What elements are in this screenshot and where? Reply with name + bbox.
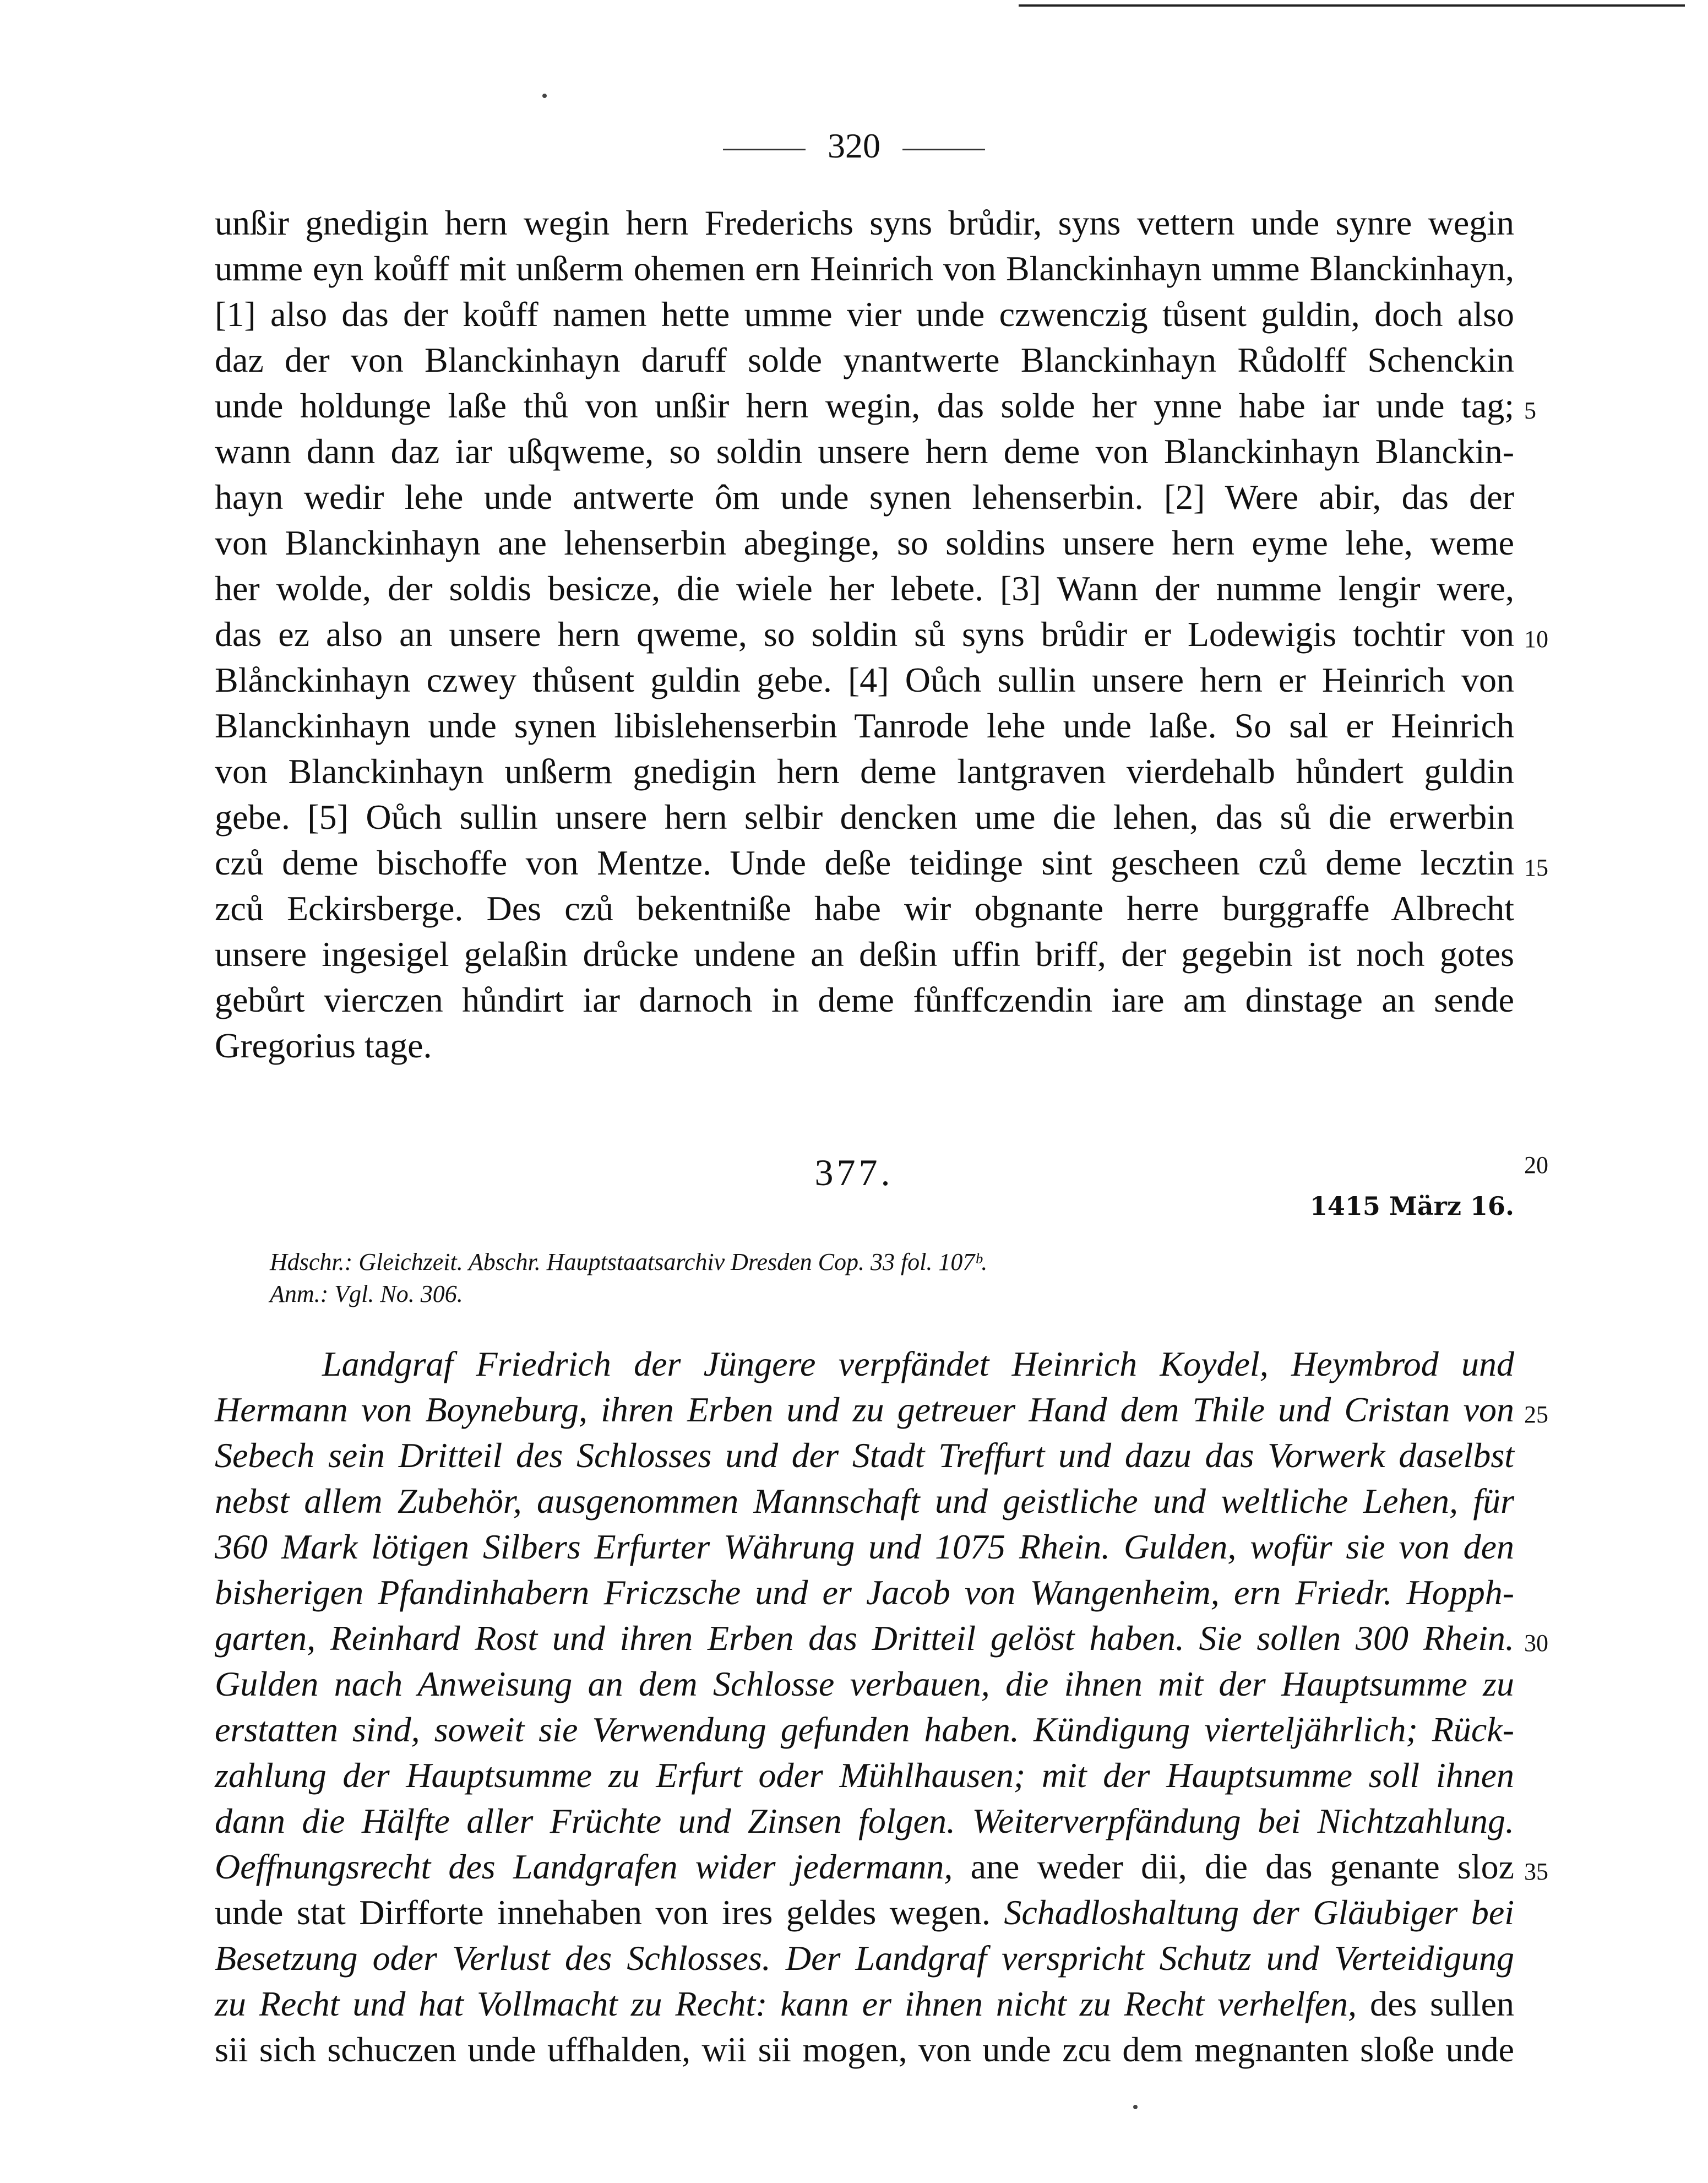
regest-line: nebst allem Zubehör, ausgenommen Mannschaft und geistliche und weltliche Lehen, für: [215, 1481, 1514, 1521]
roman-segment: des sullen: [1357, 1984, 1515, 2023]
text-line: hayn wedir lehe unde antwerte ôm unde synen lehenserbin. [2] Were abir, das der: [215, 477, 1514, 517]
print-speck: [1133, 2105, 1138, 2109]
line-number: 25: [1524, 1401, 1548, 1428]
text-line: Blånckinhayn czwey thůsent guldin gebe. [4] Oůch sullin unsere hern er Heinrich von: [215, 660, 1514, 699]
page-number: 320: [828, 126, 880, 165]
line-number: 35: [1524, 1858, 1548, 1885]
text-line: unsere ingesigel gelaßin drůcke undene an deßin uffin briff, der gegebin ist noch gotes: [215, 935, 1514, 974]
text-line: von Blanckinhayn unßerm gnedigin hern deme lantgraven vierdehalb hůndert guldin: [215, 752, 1514, 791]
text-line: gebůrt vierczen hůndirt iar darnoch in deme fůnffczendin iare am dinstage an sende: [215, 980, 1514, 1019]
regest-line: zahlung der Hauptsumme zu Erfurt oder Mühlhausen; mit der Hauptsumme soll ihnen: [215, 1756, 1514, 1795]
regest-line: Landgraf Friedrich der Jüngere verpfändet Heinrich Koydel, Heymbrod und: [322, 1344, 1514, 1383]
text-line: Gregorius tage.: [215, 1026, 432, 1065]
italic-segment: Schadloshaltung der Gläubiger bei: [1004, 1893, 1515, 1932]
top-rule: [1019, 4, 1685, 7]
regest-line: Gulden nach Anweisung an dem Schlosse verbauen, die ihnen mit der Hauptsumme zu: [215, 1664, 1514, 1703]
text-line: [1] also das der koůff namen hette umme vier unde czwenczig tůsent guldin, doch also: [215, 295, 1514, 334]
italic-segment: Oeffnungsrecht des Landgrafen wider jedermann,: [215, 1847, 953, 1886]
regest-line: Sebech sein Dritteil des Schlosses und der Stadt Treffurt und dazu das Vorwerk daselbst: [215, 1436, 1514, 1475]
italic-segment: zu Recht und hat Vollmacht zu Recht: kann er ihnen nicht zu Recht verhelfen,: [215, 1984, 1357, 2023]
document-date: 1415 März 16.: [1309, 1191, 1514, 1221]
text-line: unßir gnedigin hern wegin hern Frederichs syns brůdir, syns vettern unde synre wegin: [215, 203, 1514, 242]
line-number: 15: [1524, 854, 1548, 881]
document-number: 377.: [814, 1152, 894, 1193]
text-line: gebe. [5] Oůch sullin unsere hern selbir dencken ume die lehen, das sů die erwerbin: [215, 797, 1514, 837]
regest-line: erstatten sind, soweit sie Verwendung gefunden haben. Kündigung vierteljährlich; Rück-: [215, 1710, 1514, 1749]
print-speck: [542, 94, 547, 98]
regest-line: Hermann von Boyneburg, ihren Erben und zu getreuer Hand dem Thile und Cristan von: [215, 1390, 1514, 1429]
text-line: zců Eckirsberge. Des czů bekentniße habe wir obgnante herre burggraffe Albrecht: [215, 889, 1514, 928]
text-line: umme eyn koůff mit unßerm ohemen ern Heinrich von Blanckinhayn umme Blanckinhayn,: [215, 249, 1514, 288]
line-number: 20: [1524, 1152, 1548, 1179]
text-line: sii sich schuczen unde uffhalden, wii sii mogen, von unde zcu dem megnanten sloße unde: [215, 2030, 1514, 2069]
line-number: 10: [1524, 626, 1548, 653]
line-number: 30: [1524, 1630, 1548, 1657]
text-line: czů deme bischoffe von Mentze. Unde deße teidinge sint gescheen czů deme lecztin: [215, 843, 1514, 882]
source-note: Hdschr.: Gleichzeit. Abschr. Hauptstaatsarchiv Dresden Cop. 33 fol. 107ᵇ.: [270, 1248, 988, 1275]
page-header: [0, 126, 1708, 166]
regest-line: bisherigen Pfandinhabern Friczsche und er Jacob von Wangenheim, ern Friedr. Hopph-: [215, 1573, 1514, 1612]
line-number: 5: [1524, 397, 1536, 424]
text-line: her wolde, der soldis besicze, die wiele her lebete. [3] Wann der numme lengir were,: [215, 569, 1514, 608]
header-dash-right: [902, 149, 985, 150]
regest-line: 360 Mark lötigen Silbers Erfurter Währung und 1075 Rhein. Gulden, wofür sie von den: [215, 1527, 1514, 1566]
text-line: von Blanckinhayn ane lehenserbin abeginge, so soldins unsere hern eyme lehe, weme: [215, 523, 1514, 562]
text-line: das ez also an unsere hern qweme, so soldin sů syns brůdir er Lodewigis tochtir von: [215, 615, 1514, 654]
mixed-line: [215, 1891, 1514, 1935]
text-line: wann dann daz iar ußqweme, so soldin unsere hern deme von Blanckinhayn Blanckin-: [215, 432, 1514, 471]
text-line: daz der von Blanckinhayn daruff solde ynantwerte Blanckinhayn Růdolff Schenckin: [215, 340, 1514, 379]
header-dash-left: [723, 149, 806, 150]
mixed-line: [215, 1845, 1514, 1889]
roman-segment: unde stat Dirfforte innehaben von ires geldes wegen.: [215, 1893, 1004, 1932]
regest-line: garten, Reinhard Rost und ihren Erben das Dritteil gelöst haben. Sie sollen 300 Rhein.: [215, 1619, 1514, 1658]
regest-line: Besetzung oder Verlust des Schlosses. Der Landgraf verspricht Schutz und Verteidigung: [215, 1938, 1514, 1978]
regest-line: dann die Hälfte aller Früchte und Zinsen folgen. Weiterverpfändung bei Nichtzahlung.: [215, 1801, 1514, 1840]
annotation-note: Anm.: Vgl. No. 306.: [270, 1280, 463, 1307]
text-line: unde holdunge laße thů von unßir hern wegin, das solde her ynne habe iar unde tag;: [215, 386, 1514, 425]
roman-segment: ane weder dii, die das genante sloz: [953, 1847, 1515, 1886]
mixed-line: [215, 1982, 1514, 2026]
text-line: Blanckinhayn unde synen libislehenserbin Tanrode lehe unde laße. So sal er Heinrich: [215, 706, 1514, 745]
